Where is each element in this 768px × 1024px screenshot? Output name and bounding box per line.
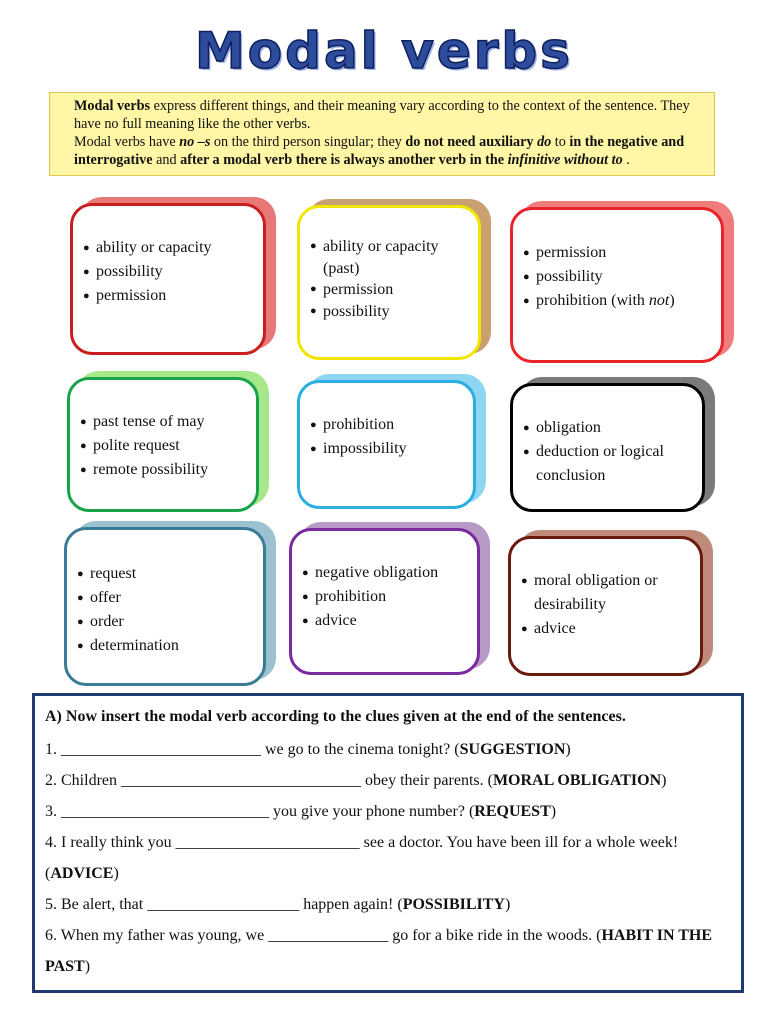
list-item: ● permission bbox=[523, 241, 711, 265]
intro-paragraph-2 bbox=[58, 133, 706, 169]
list-item: ● determination bbox=[77, 634, 253, 658]
list-item: ● obligation bbox=[523, 416, 692, 440]
exercise-text: 5. Be alert, that ___________________ happen again! ( bbox=[45, 896, 403, 913]
intro-emphasis: do bbox=[537, 134, 552, 150]
list-item: ● advice bbox=[521, 617, 690, 641]
box-body bbox=[289, 528, 480, 675]
list-item-text: ) bbox=[669, 292, 675, 309]
list-item: ● permission bbox=[310, 279, 468, 301]
list-item: ● prohibition bbox=[302, 585, 467, 609]
exercise-text: ) bbox=[504, 896, 511, 913]
intro-bold-term: Modal verbs bbox=[74, 98, 151, 114]
list-item bbox=[523, 289, 711, 313]
exercise-text: 2. Children ______________________________ obey their parents. ( bbox=[45, 772, 493, 789]
exercise-clue: ADVICE bbox=[50, 865, 114, 882]
list-item: ● order bbox=[77, 610, 253, 634]
intro-emphasis: in the negative and interrogative bbox=[74, 134, 685, 168]
intro-box bbox=[49, 92, 715, 176]
modal-box-9 bbox=[508, 536, 703, 676]
list-item: ● possibility bbox=[310, 301, 468, 323]
page-title: Modal verbs bbox=[195, 22, 573, 80]
intro-text: on the third person singular; they bbox=[210, 134, 406, 150]
exercise-text: 1. _________________________ we go to the cinema tonight? ( bbox=[45, 741, 460, 758]
list-item: ● ability or capacity (past) bbox=[310, 236, 468, 279]
intro-text: and bbox=[152, 152, 181, 168]
list-item-emphasis: not bbox=[648, 292, 670, 309]
intro-text: . bbox=[622, 152, 630, 168]
exercise-text: ) bbox=[84, 958, 91, 975]
list-item: ● offer bbox=[77, 586, 253, 610]
box-body bbox=[67, 377, 259, 512]
intro-text: to bbox=[551, 134, 570, 150]
exercise-text: 6. When my father was young, we _______________ go for a bike ride in the woods. ( bbox=[45, 927, 602, 944]
modal-box-5 bbox=[297, 380, 476, 509]
intro-emphasis: do not need auxiliary bbox=[405, 134, 538, 150]
box-body bbox=[297, 205, 481, 360]
intro-text: Modal verbs have bbox=[74, 134, 180, 150]
list-item: ● past tense of may bbox=[80, 410, 246, 434]
list-item: ● remote possibility bbox=[80, 458, 246, 482]
box-body bbox=[297, 380, 476, 509]
exercise-text: ) bbox=[113, 865, 119, 882]
exercise-heading: A) Now insert the modal verb according to the clues given at the end of the sentences. bbox=[45, 708, 626, 725]
box-body bbox=[510, 383, 705, 512]
list-item: ● moral obligation or desirability bbox=[521, 569, 690, 617]
exercise-text: ) bbox=[565, 741, 571, 758]
list-item: ● permission bbox=[83, 284, 253, 308]
intro-emphasis: no –s bbox=[179, 134, 211, 150]
modal-box-4 bbox=[67, 377, 259, 512]
list-item: ● possibility bbox=[83, 260, 253, 284]
exercise-clue: POSSIBILITY bbox=[402, 896, 505, 913]
list-item: ● request bbox=[77, 562, 253, 586]
box-body bbox=[510, 207, 724, 363]
modal-box-2 bbox=[297, 205, 481, 360]
exercise-text: ) bbox=[661, 772, 667, 789]
intro-emphasis: after a modal verb there is always another verb in the bbox=[180, 152, 508, 168]
modal-box-8 bbox=[289, 528, 480, 675]
exercise-box bbox=[32, 693, 744, 993]
modal-box-1 bbox=[70, 203, 266, 355]
exercise-line-5 bbox=[45, 889, 731, 920]
exercise-line-4 bbox=[45, 827, 731, 889]
list-item: ● impossibility bbox=[310, 437, 463, 461]
box-body bbox=[508, 536, 703, 676]
exercise-text: 4. I really think you _______________________ see a doctor. You have been ill for a whole week! ( bbox=[45, 834, 679, 882]
exercise-clue: SUGGESTION bbox=[459, 741, 566, 758]
intro-paragraph-1 bbox=[58, 97, 706, 133]
exercise-text: ) bbox=[550, 803, 557, 820]
exercise-line-6 bbox=[45, 920, 731, 982]
list-item: ● polite request bbox=[80, 434, 246, 458]
list-item: ● possibility bbox=[523, 265, 711, 289]
box-body bbox=[70, 203, 266, 355]
list-item: ● prohibition bbox=[310, 413, 463, 437]
list-item: ● deduction or logical conclusion bbox=[523, 440, 692, 488]
exercise-line-2 bbox=[45, 765, 731, 796]
modal-box-3 bbox=[510, 207, 724, 363]
modal-box-6 bbox=[510, 383, 705, 512]
box-body bbox=[64, 527, 266, 686]
exercise-line-3 bbox=[45, 796, 731, 827]
intro-text: express different things, and their meaning vary according to the context of the sentence. They have no full meaning like the other verbs. bbox=[74, 98, 690, 132]
exercise-clue: REQUEST bbox=[474, 803, 551, 820]
exercise-text: 3. __________________________ you give your phone number? ( bbox=[45, 803, 475, 820]
exercise-clue: HABIT IN THE PAST bbox=[45, 927, 713, 975]
list-item: ● advice bbox=[302, 609, 467, 633]
list-item: ● ability or capacity bbox=[83, 236, 253, 260]
exercise-line-1 bbox=[45, 734, 731, 765]
list-item-text: prohibition (with bbox=[536, 292, 649, 309]
modal-box-7 bbox=[64, 527, 266, 686]
exercise-clue: MORAL OBLIGATION bbox=[492, 772, 662, 789]
list-item: ● negative obligation bbox=[302, 561, 467, 585]
intro-emphasis: infinitive without to bbox=[507, 152, 623, 168]
